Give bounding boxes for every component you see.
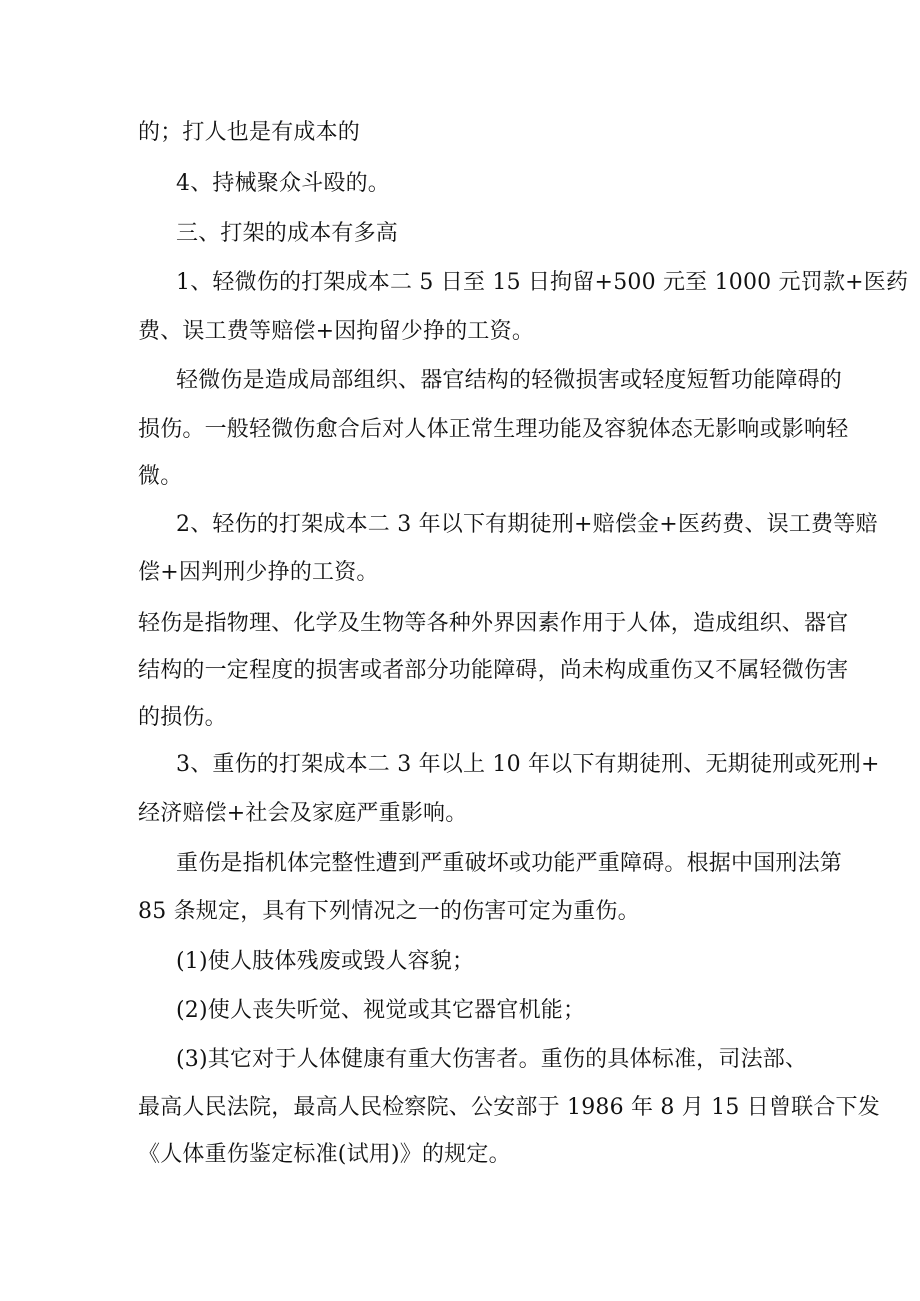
- text-line-11: 轻伤是指物理、化学及生物等各种外界因素作用于人体，造成组织、器官: [138, 611, 849, 636]
- text-line-8: 微。: [138, 464, 183, 489]
- text-line-15: 经济赔偿+社会及家庭严重影响。: [138, 801, 468, 826]
- text-line-12: 结构的一定程度的损害或者部分功能障碍，尚未构成重伤又不属轻微伤害: [138, 658, 849, 683]
- list-item-3: (3)其它对于人体健康有重大伤害者。重伤的具体标准，司法部、: [176, 1047, 808, 1072]
- text-line-5: 费、误工费等赔偿+因拘留少挣的工资。: [138, 319, 535, 344]
- text-line-22: 《人体重伤鉴定标准(试用)》的规定。: [138, 1142, 511, 1167]
- text-line-4: 1、轻微伤的打架成本二 5 日至 15 日拘留+500 元至 1000 元罚款+医药: [176, 270, 909, 295]
- section-heading: 三、打架的成本有多高: [176, 221, 399, 246]
- text-line-9: 2、轻伤的打架成本二 3 年以下有期徒刑+赔偿金+医药费、误工费等赔: [176, 512, 878, 537]
- text-line-14: 3、重伤的打架成本二 3 年以上 10 年以下有期徒刑、无期徒刑或死刑+: [176, 752, 880, 777]
- list-item-2: (2)使人丧失听觉、视觉或其它器官机能；: [176, 998, 586, 1023]
- text-line-7: 损伤。一般轻微伤愈合后对人体正常生理功能及容貌体态无影响或影响轻: [138, 417, 849, 442]
- text-line-13: 的损伤。: [138, 705, 227, 730]
- text-line-2: 4、持械聚众斗殴的。: [176, 171, 390, 196]
- text-line-16: 重伤是指机体完整性遭到严重破坏或功能严重障碍。根据中国刑法第: [176, 851, 843, 876]
- text-line-17: 85 条规定，具有下列情况之一的伤害可定为重伤。: [138, 899, 640, 924]
- text-line-6: 轻微伤是造成局部组织、器官结构的轻微损害或轻度短暂功能障碍的: [176, 368, 843, 393]
- text-line-10: 偿+因判刑少挣的工资。: [138, 560, 379, 585]
- text-line-1: 的；打人也是有成本的: [138, 120, 361, 145]
- list-item-1: (1)使人肢体残废或毁人容貌；: [176, 949, 475, 974]
- text-line-21: 最高人民法院，最高人民检察院、公安部于 1986 年 8 月 15 日曾联合下发: [138, 1095, 880, 1120]
